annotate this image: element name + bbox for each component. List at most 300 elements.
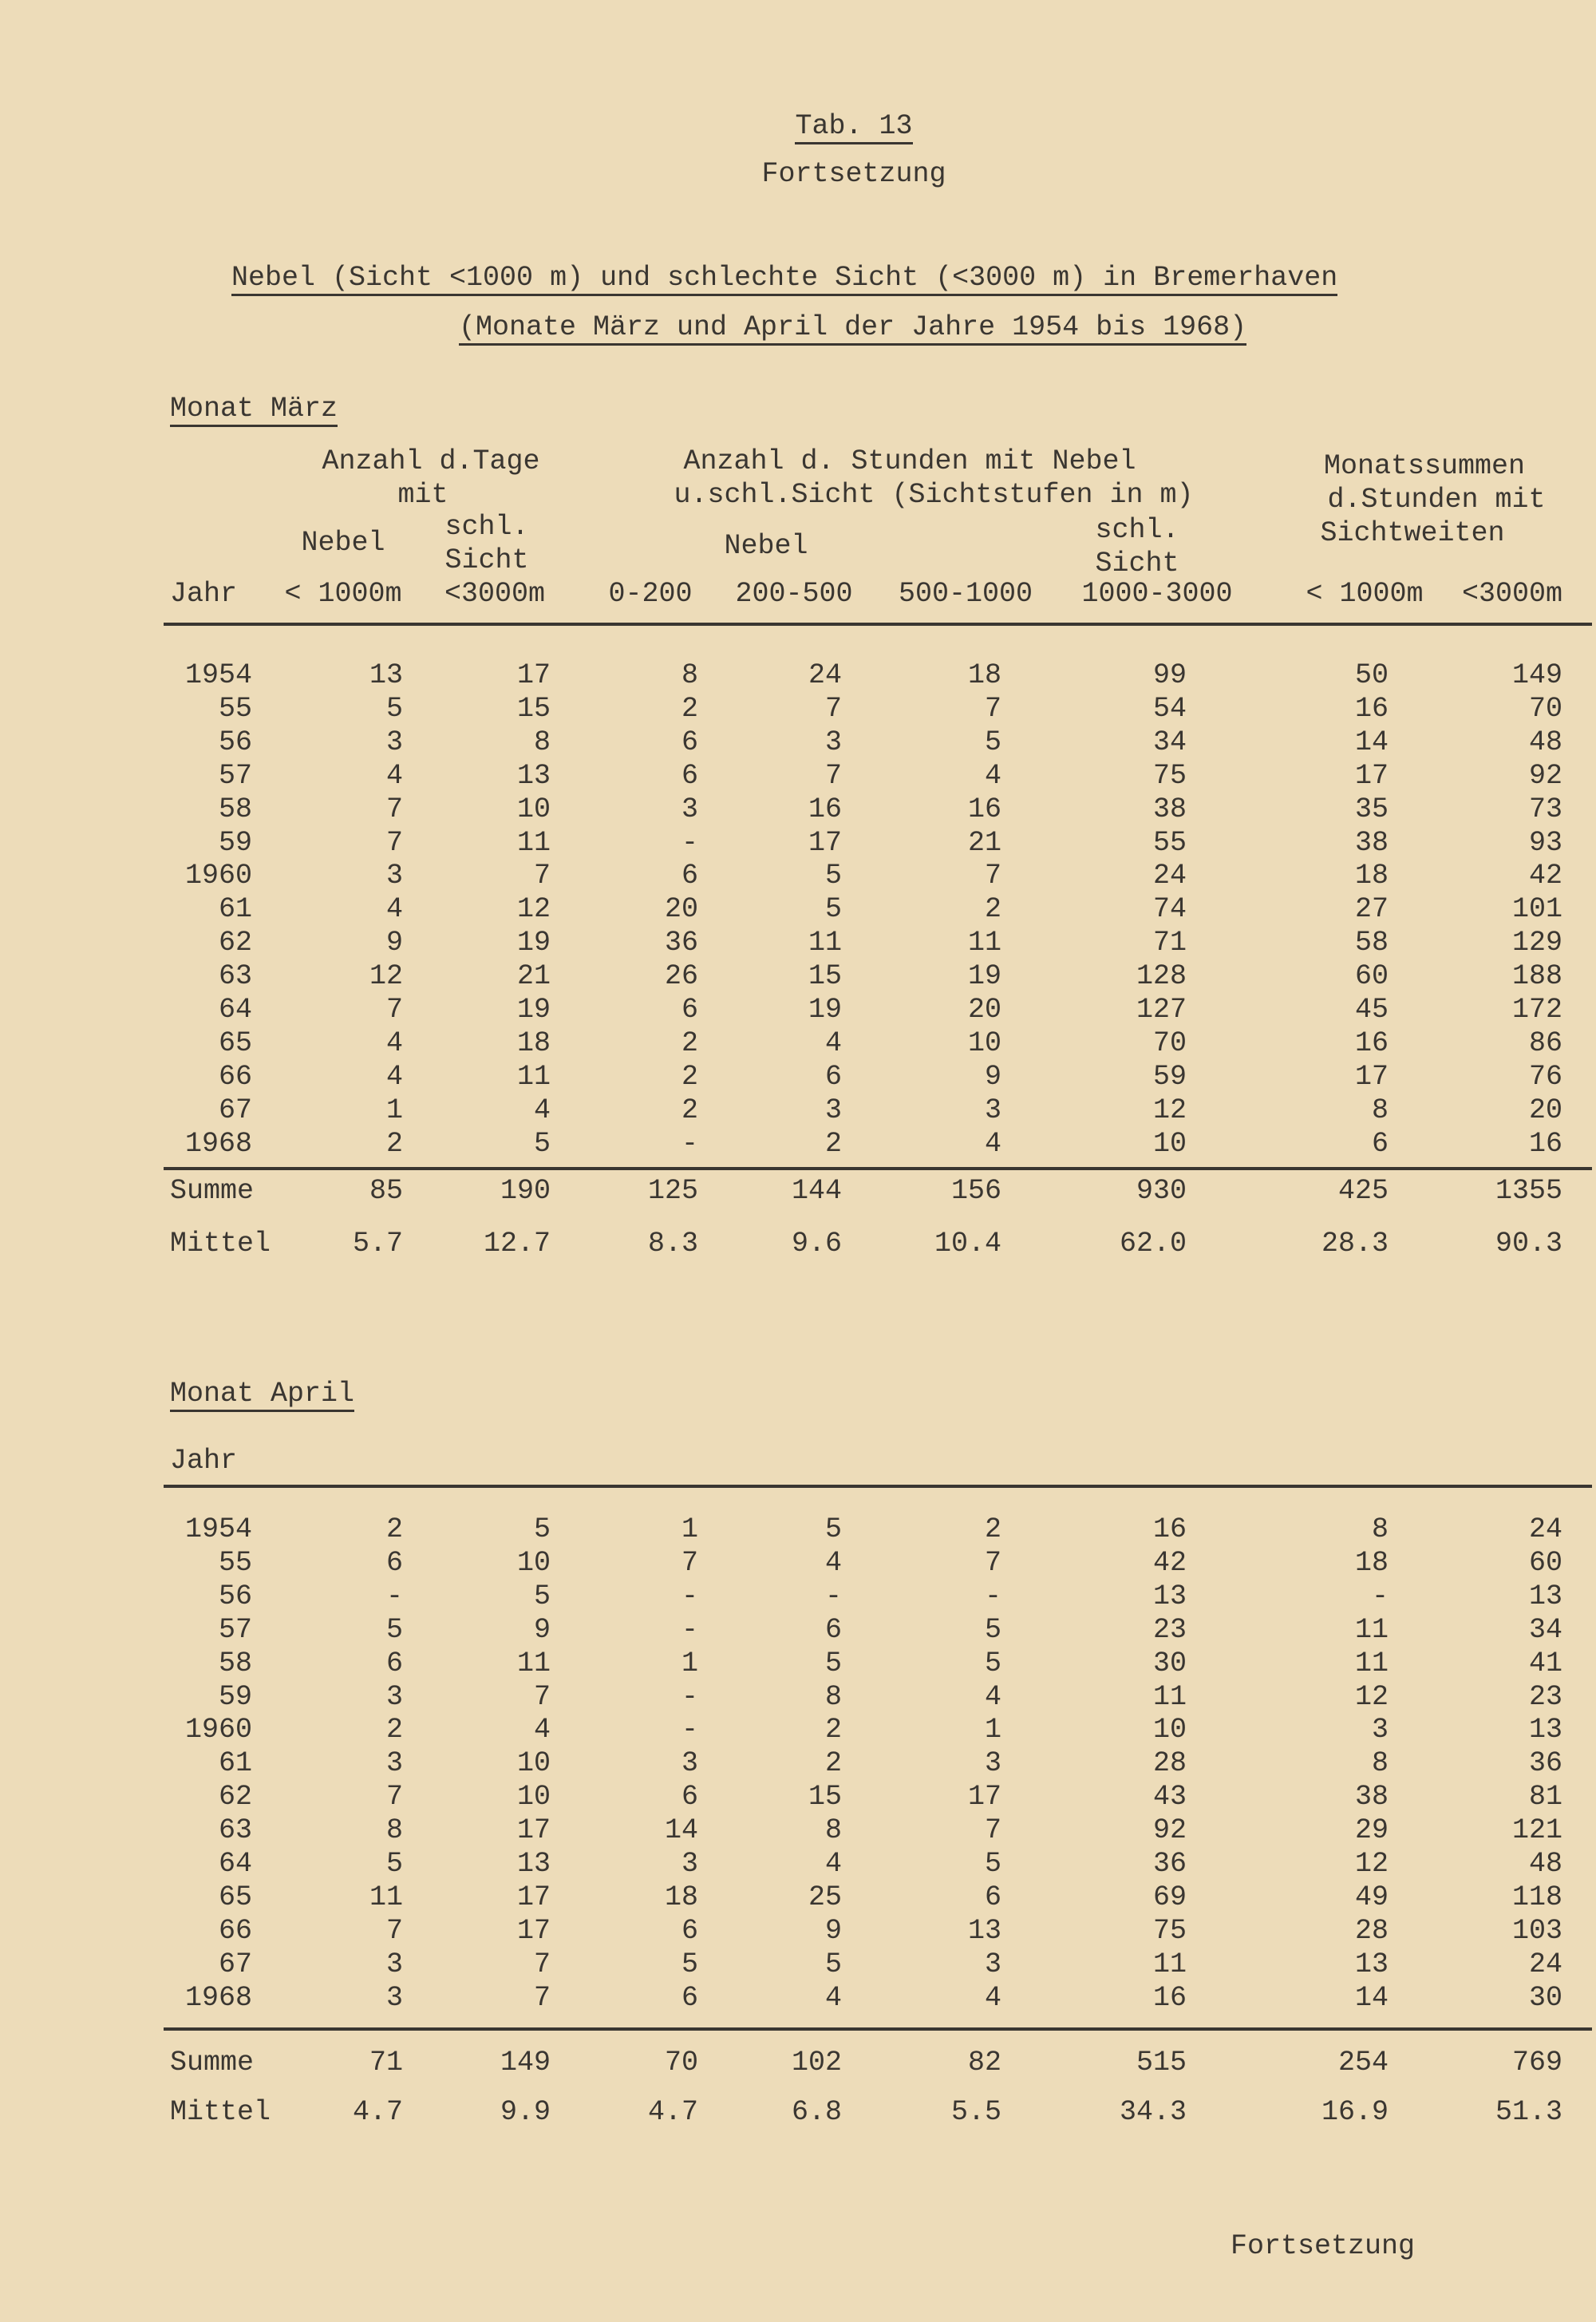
table-cell: 2 [824,1127,842,1160]
table-cell: 4 [533,1714,551,1746]
table-cell: - [824,1580,842,1612]
table-cell: 11 [516,1647,551,1679]
table-cell: 17 [1354,1060,1389,1093]
table-cell: 20 [967,994,1001,1026]
mittel-value: 28.3 [1321,1228,1389,1260]
mittel-value: 34.3 [1119,2096,1187,2128]
table-cell: 10 [1152,1714,1187,1746]
year-cell: 61 [218,1747,252,1780]
header-col5: 500-1000 [898,578,1033,610]
table-cell: 5 [681,1948,698,1980]
summe-value: 190 [500,1175,551,1207]
header-col4: 200-500 [735,578,853,610]
table-cell: 48 [1528,726,1562,758]
header-hours-line2: u.schl.Sicht (Sichtstufen in m) [674,479,1194,511]
table-cell: 17 [516,659,551,691]
table-cell: 20 [1528,1094,1562,1126]
table-cell: 18 [664,1881,698,1913]
year-cell: 59 [218,826,252,859]
mittel-value: 62.0 [1119,1228,1187,1260]
year-cell: 55 [218,692,252,725]
year-cell: 66 [218,1060,252,1093]
table-cell: 127 [1136,994,1187,1026]
mittel-value: 5.5 [950,2096,1001,2128]
year-cell: 58 [218,1647,252,1679]
table-cell: 4 [385,1027,403,1059]
table-cell: 28 [1354,1914,1389,1947]
table-cell: 11 [1354,1647,1389,1679]
table-cell: 15 [516,692,551,725]
summe-value: 425 [1337,1175,1389,1207]
summe-value: 82 [967,2047,1001,2079]
table-cell: 2 [385,1714,403,1746]
summe-value: 149 [500,2047,551,2079]
table-cell: 6 [681,1781,698,1814]
table-cell: 21 [967,826,1001,859]
table-cell: 9 [533,1613,551,1646]
mittel-value: 9.9 [500,2096,551,2128]
title-line-1: Nebel (Sicht <1000 m) und schlechte Sicht (<3000 m) in Bremerhaven [231,262,1337,294]
table-cell: - [1371,1580,1389,1612]
header-hours-schl: schl. [1095,514,1179,546]
table-cell: 23 [1152,1613,1187,1646]
year-cell: 62 [218,927,252,959]
table-cell: 18 [1354,1546,1389,1579]
table-cell: 5 [824,893,842,926]
table-cell: 4 [824,1981,842,2014]
mittel-value: 4.7 [647,2096,698,2128]
table-cell: 15 [808,960,842,993]
table-cell: 7 [533,860,551,892]
table-cell: 18 [967,659,1001,691]
table-cell: 4 [984,759,1001,792]
footer-continuation: Fortsetzung [1231,2230,1416,2262]
subtitle: Fortsetzung [761,158,946,190]
table-cell: 2 [681,1027,698,1059]
table-cell: 7 [533,1981,551,2014]
table-cell: 13 [516,1848,551,1880]
table-cell: 10 [516,793,551,825]
table-cell: 55 [1152,826,1187,859]
table-cell: 3 [984,1747,1001,1780]
march-header-rule [164,623,1592,626]
table-cell: 3 [681,793,698,825]
summe-value: 85 [369,1175,403,1207]
summe-label: Summe [170,2047,255,2079]
table-cell: 5 [984,1647,1001,1679]
year-cell: 1960 [184,1714,252,1746]
table-cell: 25 [808,1881,842,1913]
table-cell: 9 [984,1060,1001,1093]
year-cell: 64 [218,994,252,1026]
year-cell: 56 [218,726,252,758]
mittel-value: 4.7 [352,2096,403,2128]
table-cell: 6 [681,1981,698,2014]
table-cell: 8 [1371,1513,1389,1545]
table-cell: 5 [824,1647,842,1679]
table-cell: 12 [1354,1848,1389,1880]
table-cell: 7 [385,1781,403,1814]
table-cell: 71 [1152,927,1187,959]
table-cell: 11 [808,927,842,959]
table-cell: 1 [385,1094,403,1126]
table-cell: 17 [808,826,842,859]
table-cell: 24 [808,659,842,691]
table-cell: 60 [1354,960,1389,993]
table-cell: 36 [664,927,698,959]
table-cell: 3 [681,1848,698,1880]
table-cell: 11 [1152,1680,1187,1713]
table-cell: 5 [385,1848,403,1880]
header-col8: <3000m [1461,578,1563,610]
table-cell: 9 [824,1914,842,1947]
table-cell: 2 [681,1060,698,1093]
table-cell: 5 [984,1848,1001,1880]
year-cell: 1968 [184,1127,252,1160]
table-cell: 17 [1354,759,1389,792]
year-cell: 57 [218,759,252,792]
table-cell: 188 [1511,960,1562,993]
table-cell: 1 [681,1647,698,1679]
table-cell: 16 [1152,1513,1187,1545]
table-cell: 7 [681,1546,698,1579]
table-cell: 38 [1354,826,1389,859]
header-sums-line1: Monatssummen [1323,450,1526,482]
table-cell: 129 [1511,927,1562,959]
table-cell: 14 [1354,726,1389,758]
mittel-value: 10.4 [934,1228,1001,1260]
table-cell: 7 [385,994,403,1026]
table-cell: 24 [1152,860,1187,892]
table-cell: 16 [1354,692,1389,725]
table-cell: 17 [516,1914,551,1947]
table-cell: - [385,1580,403,1612]
table-cell: 11 [516,826,551,859]
table-cell: 75 [1152,759,1187,792]
table-cell: 6 [385,1647,403,1679]
table-cell: 3 [385,1747,403,1780]
table-cell: 43 [1152,1781,1187,1814]
year-cell: 63 [218,960,252,993]
table-cell: - [681,1580,698,1612]
table-cell: 34 [1152,726,1187,758]
table-cell: 7 [984,1546,1001,1579]
table-cell: - [681,826,698,859]
mittel-label: Mittel [170,2096,271,2128]
header-sicht: Sicht [444,544,529,576]
table-cell: 4 [385,759,403,792]
table-cell: 10 [1152,1127,1187,1160]
table-cell: 2 [681,1094,698,1126]
table-cell: 3 [385,1680,403,1713]
table-cell: 12 [516,893,551,926]
table-cell: 10 [967,1027,1001,1059]
table-cell: 11 [1354,1613,1389,1646]
table-cell: 26 [664,960,698,993]
summe-value: 1355 [1495,1175,1562,1207]
table-cell: 12 [369,960,403,993]
table-cell: 30 [1152,1647,1187,1679]
year-cell: 1968 [184,1981,252,2014]
table-cell: 12 [1354,1680,1389,1713]
year-cell: 59 [218,1680,252,1713]
header-col7: < 1000m [1306,578,1424,610]
april-header-jahr: Jahr [170,1445,238,1477]
table-cell: 13 [1152,1580,1187,1612]
year-cell: 65 [218,1881,252,1913]
table-cell: 19 [516,994,551,1026]
mittel-value: 51.3 [1495,2096,1562,2128]
table-cell: 3 [385,726,403,758]
table-cell: 7 [385,1914,403,1947]
year-cell: 55 [218,1546,252,1579]
table-cell: 3 [824,726,842,758]
year-cell: 67 [218,1094,252,1126]
header-sums-line3: Sichtweiten [1320,517,1505,549]
table-cell: 5 [533,1127,551,1160]
april-summary-rule [164,2027,1592,2031]
table-cell: 6 [1371,1127,1389,1160]
year-cell: 1960 [184,860,252,892]
title-line-2: (Monate März und April der Jahre 1954 bis 1968) [459,311,1246,343]
mittel-value: 90.3 [1495,1228,1562,1260]
year-cell: 61 [218,893,252,926]
table-cell: 74 [1152,893,1187,926]
table-cell: 38 [1354,1781,1389,1814]
table-cell: 93 [1528,826,1562,859]
table-cell: 8 [1371,1094,1389,1126]
table-cell: 19 [808,994,842,1026]
table-cell: 20 [664,893,698,926]
table-cell: 23 [1528,1680,1562,1713]
header-col2: <3000m [444,578,546,610]
table-cell: 29 [1354,1814,1389,1847]
table-cell: 4 [984,1680,1001,1713]
table-cell: 8 [385,1814,403,1847]
table-cell: 69 [1152,1881,1187,1913]
table-cell: 4 [984,1981,1001,2014]
table-cell: 42 [1528,860,1562,892]
table-cell: 1 [681,1513,698,1545]
table-cell: 50 [1354,659,1389,691]
table-cell: 6 [385,1546,403,1579]
table-cell: 8 [824,1814,842,1847]
table-cell: 7 [824,759,842,792]
table-cell: 4 [824,1027,842,1059]
table-cell: 118 [1511,1881,1562,1913]
section-title-april: Monat April [170,1378,354,1410]
table-cell: 36 [1152,1848,1187,1880]
table-cell: 21 [516,960,551,993]
table-number-text: Tab. 13 [795,110,912,144]
header-col1: < 1000m [284,578,402,610]
table-cell: 27 [1354,893,1389,926]
table-cell: 70 [1152,1027,1187,1059]
header-sums-line2: d.Stunden mit [1327,484,1546,516]
table-cell: 30 [1528,1981,1562,2014]
table-cell: 4 [824,1848,842,1880]
table-cell: 4 [533,1094,551,1126]
summe-value: 254 [1337,2047,1389,2079]
table-cell: 11 [1152,1948,1187,1980]
summe-value: 102 [791,2047,842,2079]
table-cell: 17 [967,1781,1001,1814]
table-cell: 8 [533,726,551,758]
table-cell: 8 [1371,1747,1389,1780]
summe-label: Summe [170,1175,255,1207]
table-cell: 75 [1152,1914,1187,1947]
table-cell: 7 [533,1680,551,1713]
summe-value: 71 [369,2047,403,2079]
mittel-value: 5.7 [352,1228,403,1260]
table-cell: 58 [1354,927,1389,959]
summe-value: 515 [1136,2047,1187,2079]
table-cell: 36 [1528,1747,1562,1780]
table-cell: 92 [1528,759,1562,792]
table-cell: 5 [824,1513,842,1545]
table-cell: 6 [681,759,698,792]
table-cell: 3 [385,1981,403,2014]
header-col6: 1000-3000 [1081,578,1233,610]
table-cell: 2 [824,1714,842,1746]
table-cell: - [681,1680,698,1713]
table-cell: 86 [1528,1027,1562,1059]
summe-value: 769 [1511,2047,1562,2079]
table-cell: 3 [385,1948,403,1980]
table-cell: 28 [1152,1747,1187,1780]
year-cell: 66 [218,1914,252,1947]
table-cell: 81 [1528,1781,1562,1814]
table-cell: 13 [369,659,403,691]
mittel-label: Mittel [170,1228,271,1260]
march-summary-rule [164,1167,1592,1170]
table-cell: 6 [824,1060,842,1093]
mittel-value: 6.8 [791,2096,842,2128]
table-cell: 2 [984,1513,1001,1545]
table-cell: 13 [967,1914,1001,1947]
table-cell: 3 [681,1747,698,1780]
table-cell: 172 [1511,994,1562,1026]
header-hours-line1: Anzahl d. Stunden mit Nebel [683,445,1136,477]
mittel-value: 12.7 [483,1228,551,1260]
table-cell: 34 [1528,1613,1562,1646]
table-cell: 24 [1528,1513,1562,1545]
year-cell: 62 [218,1781,252,1814]
table-cell: 49 [1354,1881,1389,1913]
table-cell: 7 [385,793,403,825]
table-cell: 6 [681,726,698,758]
table-cell: 13 [1528,1580,1562,1612]
header-hours-sicht: Sicht [1095,548,1179,580]
table-cell: 7 [824,692,842,725]
table-cell: 19 [967,960,1001,993]
table-cell: 5 [385,1613,403,1646]
table-cell: 8 [681,659,698,691]
table-cell: 17 [516,1881,551,1913]
table-cell: 7 [533,1948,551,1980]
table-cell: 92 [1152,1814,1187,1847]
table-number [718,110,990,142]
summe-value: 70 [664,2047,698,2079]
table-cell: 70 [1528,692,1562,725]
mittel-value: 9.6 [791,1228,842,1260]
table-cell: 14 [1354,1981,1389,2014]
table-cell: 35 [1354,793,1389,825]
table-cell: 41 [1528,1647,1562,1679]
table-cell: - [681,1613,698,1646]
summe-value: 930 [1136,1175,1187,1207]
table-cell: 60 [1528,1546,1562,1579]
table-cell: 4 [385,1060,403,1093]
year-cell: 58 [218,793,252,825]
table-cell: 45 [1354,994,1389,1026]
mittel-value: 16.9 [1321,2096,1389,2128]
table-cell: - [681,1127,698,1160]
table-cell: 3 [984,1948,1001,1980]
header-jahr: Jahr [170,578,238,610]
table-cell: 101 [1511,893,1562,926]
header-nebel: Nebel [301,527,385,559]
table-cell: 9 [385,927,403,959]
table-cell: 6 [681,1914,698,1947]
year-cell: 1954 [184,659,252,691]
table-cell: - [984,1580,1001,1612]
table-cell: 16 [1528,1127,1562,1160]
year-cell: 64 [218,1848,252,1880]
table-cell: 103 [1511,1914,1562,1947]
table-cell: 6 [984,1881,1001,1913]
table-cell: 18 [516,1027,551,1059]
header-hours-nebel: Nebel [724,530,808,562]
table-cell: 16 [1354,1027,1389,1059]
table-cell: 42 [1152,1546,1187,1579]
table-cell: 2 [984,893,1001,926]
year-cell: 67 [218,1948,252,1980]
year-cell: 63 [218,1814,252,1847]
summe-value: 144 [791,1175,842,1207]
table-cell: 2 [824,1747,842,1780]
summe-value: 156 [950,1175,1001,1207]
header-days-line2: mit [397,479,448,511]
table-cell: 7 [984,860,1001,892]
table-cell: 6 [681,994,698,1026]
table-cell: 15 [808,1781,842,1814]
table-cell: 14 [664,1814,698,1847]
table-cell: 11 [369,1881,403,1913]
table-cell: 5 [984,1613,1001,1646]
table-cell: 3 [385,860,403,892]
table-cell: 13 [516,759,551,792]
april-header-rule [164,1485,1592,1488]
table-cell: 19 [516,927,551,959]
table-cell: 5 [533,1580,551,1612]
year-cell: 56 [218,1580,252,1612]
table-cell: 48 [1528,1848,1562,1880]
table-cell: 2 [385,1127,403,1160]
table-cell: 5 [385,692,403,725]
header-days-line1: Anzahl d.Tage [322,445,540,477]
table-cell: 2 [681,692,698,725]
summe-value: 125 [647,1175,698,1207]
table-cell: 7 [984,692,1001,725]
table-cell: 121 [1511,1814,1562,1847]
table-cell: 2 [385,1513,403,1545]
table-cell: 73 [1528,793,1562,825]
header-col3: 0-200 [608,578,693,610]
table-cell: 128 [1136,960,1187,993]
table-cell: 54 [1152,692,1187,725]
table-cell: 149 [1511,659,1562,691]
